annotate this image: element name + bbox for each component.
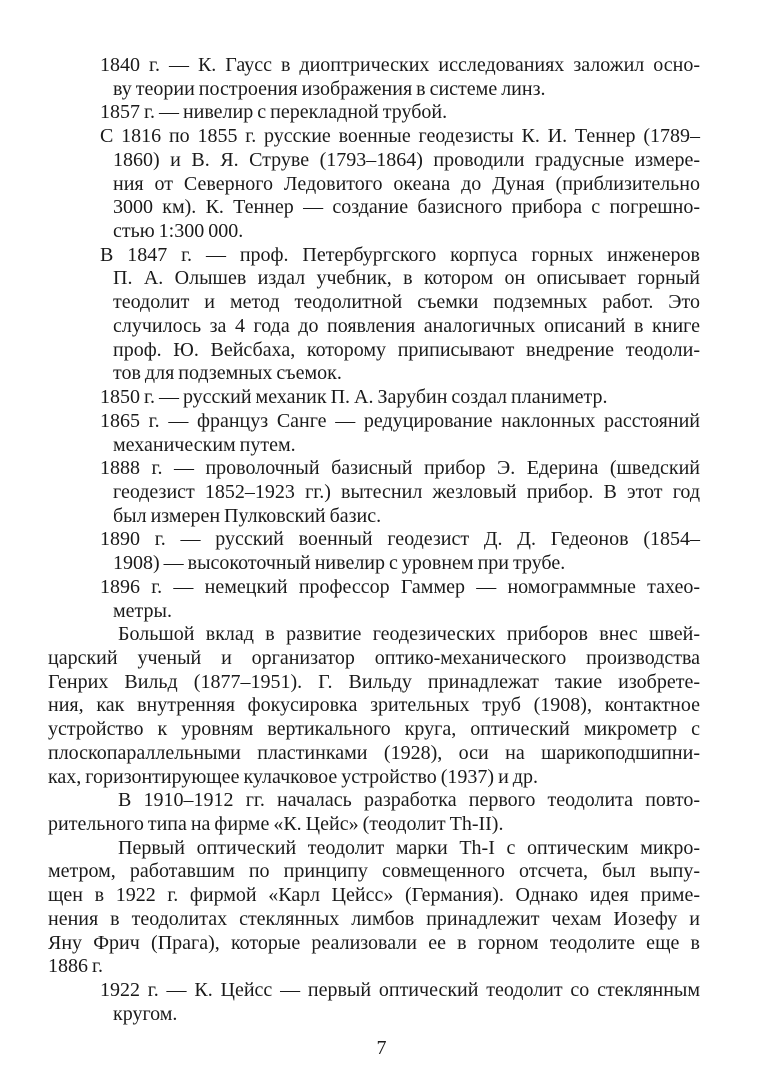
- timeline-entry: [48, 528, 700, 575]
- text-line: Яну Фрич (Прага), которые реализовали ее в горном теодолите еще в: [48, 931, 700, 954]
- text-line: 1922 г. — К. Цейсс — первый оптический теодолит со стеклянным: [100, 979, 700, 1002]
- text-line: геодезист 1852–1923 гг.) вытеснил жезловый прибор. В этот год: [113, 480, 700, 503]
- text-line: Большой вклад в развитие геодезических приборов внес швей-: [118, 623, 700, 646]
- text-line: теодолит и метод теодолитной съемки подземных работ. Это: [113, 291, 700, 314]
- text-line: 1860) и В. Я. Струве (1793–1864) проводили градусные измере-: [113, 148, 700, 171]
- text-line: метры.: [113, 599, 172, 622]
- text-line: 1857 г. — нивелир с перекладной трубой.: [100, 101, 448, 124]
- text-line: П. А. Олышев издал учебник, в котором он описывает горный: [113, 267, 700, 290]
- timeline-entry: [48, 125, 700, 244]
- text-line: устройство к уровням вертикального круга, оптический микрометр с: [48, 718, 700, 741]
- timeline-entry: [48, 386, 700, 410]
- text-line: Генрих Вильд (1877–1951). Г. Вильду принадлежат такие изобрете-: [48, 670, 700, 693]
- text-line: случилось за 4 года до появления аналогичных описаний в книге: [113, 314, 700, 337]
- text-line: В 1847 г. — проф. Петербургского корпуса горных инженеров: [100, 243, 700, 266]
- text-line: ния, как внутренняя фокусировка зрительных труб (1908), контактное: [48, 694, 700, 717]
- text-line: ния от Северного Ледовитого океана до Дуная (приблизительно: [113, 172, 700, 195]
- text-line: кругом.: [113, 1002, 178, 1025]
- text-line: В 1910–1912 гг. началась разработка первого теодолита повто-: [118, 789, 700, 812]
- text-line: тов для подземных съемок.: [113, 362, 342, 385]
- text-line: 1840 г. — К. Гаусс в диоптрических исследованиях заложил осно-: [100, 54, 700, 76]
- timeline-entry: [48, 979, 700, 1026]
- text-line: Первый оптический теодолит марки Th-I с оптическим микро-: [118, 836, 700, 859]
- text-line: метром, работавшим по принципу совмещенного отсчета, был выпу-: [48, 860, 700, 883]
- text-line: механическим путем.: [113, 433, 296, 456]
- text-line: плоскопараллельными пластинками (1928), оси на шарикоподшипни-: [48, 741, 700, 764]
- text-line: 1886 г.: [48, 955, 103, 978]
- text-line: был измерен Пулковский базис.: [113, 504, 382, 527]
- text-line: стью 1:300 000.: [113, 220, 244, 243]
- text-line: 1865 г. — француз Санге — редуцирование наклонных расстояний: [100, 409, 700, 432]
- timeline-entry: [48, 101, 700, 125]
- text-line: щен в 1922 г. фирмой «Карл Цейсс» (Германия). Однако идея приме-: [48, 884, 700, 907]
- paragraph: [48, 623, 700, 789]
- paragraph: [48, 837, 700, 979]
- text-line: 1890 г. — русский военный геодезист Д. Д. Гедеонов (1854–: [100, 528, 700, 551]
- text-line: 3000 км). К. Теннер — создание базисного прибора с погрешно-: [113, 196, 700, 219]
- paragraph: [48, 789, 700, 836]
- text-line: нения в теодолитах стеклянных лимбов принадлежит чехам Иозефу и: [48, 907, 700, 930]
- timeline-entry: [48, 410, 700, 457]
- page-number: 7: [376, 1037, 387, 1059]
- timeline-entry: [48, 457, 700, 528]
- text-line: ках, горизонтирующее кулачковое устройство (1937) и др.: [48, 765, 538, 788]
- text-line: царский ученый и организатор оптико-механического производства: [48, 646, 700, 669]
- text-line: С 1816 по 1855 г. русские военные геодезисты К. И. Теннер (1789–: [100, 125, 700, 148]
- timeline-entry: [48, 244, 700, 386]
- text-line: 1908) — высокоточный нивелир с уровнем при трубе.: [113, 552, 566, 575]
- text-line: 1896 г. — немецкий профессор Гаммер — номограммные тахео-: [100, 575, 700, 598]
- text-line: 1850 г. — русский механик П. А. Зарубин создал планиметр.: [100, 386, 608, 409]
- text-line: 1888 г. — проволочный базисный прибор Э. Едерина (шведский: [100, 457, 700, 480]
- timeline-entry: [48, 576, 700, 623]
- text-line: рительного типа на фирме «К. Цейс» (теодолит Th-II).: [48, 813, 504, 835]
- text-line: проф. Ю. Вейсбаха, которому приписывают внедрение теодоли-: [113, 338, 700, 361]
- page-text-container: [48, 54, 700, 1026]
- text-line: ву теории построения изображения в системе линз.: [113, 77, 546, 100]
- timeline-entry: [48, 54, 700, 101]
